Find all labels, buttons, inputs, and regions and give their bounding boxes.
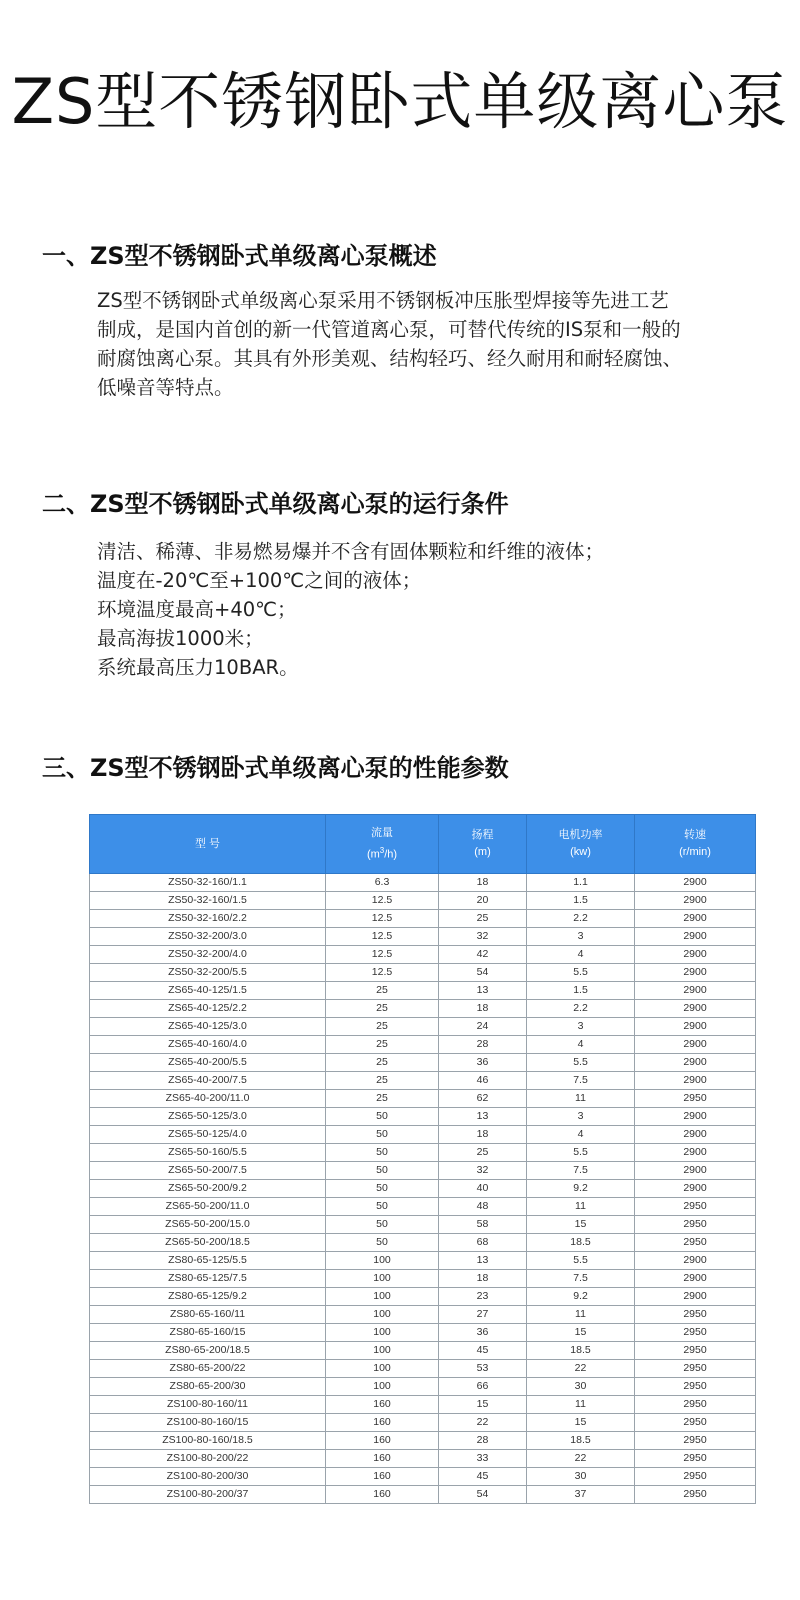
cell-head: 54 xyxy=(439,1486,527,1504)
header-head-label: 扬程 xyxy=(471,829,494,841)
performance-table xyxy=(89,814,756,1504)
conditions-paragraph xyxy=(97,537,757,682)
cell-power: 30 xyxy=(527,1468,635,1486)
cell-speed: 2950 xyxy=(635,1360,756,1378)
cell-model: ZS65-50-200/11.0 xyxy=(90,1198,326,1216)
cell-speed: 2900 xyxy=(635,928,756,946)
cell-speed: 2900 xyxy=(635,910,756,928)
table-row xyxy=(90,1414,756,1432)
cell-head: 45 xyxy=(439,1468,527,1486)
cell-head: 13 xyxy=(439,982,527,1000)
table-row xyxy=(90,1216,756,1234)
table-row xyxy=(90,946,756,964)
cell-power: 3 xyxy=(527,1108,635,1126)
cell-model: ZS100-80-200/37 xyxy=(90,1486,326,1504)
cell-speed: 2950 xyxy=(635,1468,756,1486)
cell-power: 9.2 xyxy=(527,1288,635,1306)
cell-power: 4 xyxy=(527,946,635,964)
cell-speed: 2950 xyxy=(635,1198,756,1216)
cell-flow: 6.3 xyxy=(326,874,439,892)
cell-speed: 2950 xyxy=(635,1378,756,1396)
cell-model: ZS65-50-200/7.5 xyxy=(90,1162,326,1180)
cell-flow: 50 xyxy=(326,1108,439,1126)
cell-speed: 2950 xyxy=(635,1396,756,1414)
table-row xyxy=(90,1306,756,1324)
cell-head: 18 xyxy=(439,874,527,892)
table-row xyxy=(90,874,756,892)
cell-head: 15 xyxy=(439,1396,527,1414)
cell-flow: 25 xyxy=(326,1000,439,1018)
table-row xyxy=(90,1054,756,1072)
header-head xyxy=(439,815,527,874)
header-flow-unit: $(m^3/h)$ xyxy=(366,845,398,861)
cell-head: 40 xyxy=(439,1180,527,1198)
cell-head: 23 xyxy=(439,1288,527,1306)
condition-line: 温度在-20℃至+100℃之间的液体； xyxy=(97,569,422,592)
cell-model: ZS80-65-125/5.5 xyxy=(90,1252,326,1270)
cell-flow: 50 xyxy=(326,1216,439,1234)
cell-model: ZS100-80-160/18.5 xyxy=(90,1432,326,1450)
cell-head: 18 xyxy=(439,1270,527,1288)
cell-flow: 25 xyxy=(326,1072,439,1090)
cell-flow: 100 xyxy=(326,1324,439,1342)
cell-model: ZS80-65-200/22 xyxy=(90,1360,326,1378)
cell-flow: 160 xyxy=(326,1450,439,1468)
cell-model: ZS65-50-200/9.2 xyxy=(90,1180,326,1198)
cell-flow: 160 xyxy=(326,1396,439,1414)
table-row xyxy=(90,1360,756,1378)
table-row xyxy=(90,1234,756,1252)
cell-model: ZS80-65-200/18.5 xyxy=(90,1342,326,1360)
cell-speed: 2900 xyxy=(635,1252,756,1270)
table-row xyxy=(90,1108,756,1126)
cell-power: 11 xyxy=(527,1396,635,1414)
cell-power: 2.2 xyxy=(527,1000,635,1018)
cell-model: ZS80-65-200/30 xyxy=(90,1378,326,1396)
cell-power: 4 xyxy=(527,1036,635,1054)
table-row xyxy=(90,1432,756,1450)
cell-speed: 2900 xyxy=(635,1108,756,1126)
header-power-label: 电机功率 xyxy=(558,829,603,841)
cell-head: 62 xyxy=(439,1090,527,1108)
cell-power: 4 xyxy=(527,1126,635,1144)
cell-speed: 2950 xyxy=(635,1414,756,1432)
condition-line: 环境温度最高+40℃； xyxy=(97,598,297,621)
cell-model: ZS65-50-125/3.0 xyxy=(90,1108,326,1126)
cell-head: 18 xyxy=(439,1000,527,1018)
cell-flow: 160 xyxy=(326,1414,439,1432)
cell-power: 11 xyxy=(527,1306,635,1324)
cell-flow: 160 xyxy=(326,1468,439,1486)
cell-speed: 2950 xyxy=(635,1234,756,1252)
cell-speed: 2900 xyxy=(635,1000,756,1018)
table-row xyxy=(90,910,756,928)
cell-model: ZS65-50-125/4.0 xyxy=(90,1126,326,1144)
cell-head: 32 xyxy=(439,928,527,946)
cell-flow: 25 xyxy=(326,1036,439,1054)
cell-flow: 100 xyxy=(326,1378,439,1396)
cell-head: 13 xyxy=(439,1108,527,1126)
table-row xyxy=(90,1090,756,1108)
cell-flow: 160 xyxy=(326,1432,439,1450)
cell-speed: 2950 xyxy=(635,1342,756,1360)
cell-head: 13 xyxy=(439,1252,527,1270)
cell-power: 15 xyxy=(527,1414,635,1432)
table-row xyxy=(90,1468,756,1486)
cell-speed: 2900 xyxy=(635,1126,756,1144)
condition-line: 系统最高压力10BAR。 xyxy=(97,656,299,679)
header-flow xyxy=(326,815,439,874)
table-row xyxy=(90,1162,756,1180)
cell-power: 11 xyxy=(527,1198,635,1216)
table-row xyxy=(90,1450,756,1468)
cell-head: 28 xyxy=(439,1432,527,1450)
cell-model: ZS65-40-200/5.5 xyxy=(90,1054,326,1072)
cell-flow: 12.5 xyxy=(326,946,439,964)
cell-flow: 25 xyxy=(326,1018,439,1036)
cell-speed: 2950 xyxy=(635,1450,756,1468)
cell-head: 42 xyxy=(439,946,527,964)
cell-model: ZS80-65-160/11 xyxy=(90,1306,326,1324)
cell-flow: 12.5 xyxy=(326,892,439,910)
cell-head: 53 xyxy=(439,1360,527,1378)
table-row xyxy=(90,964,756,982)
cell-model: ZS80-65-160/15 xyxy=(90,1324,326,1342)
cell-power: 5.5 xyxy=(527,1144,635,1162)
table-body xyxy=(90,874,756,1504)
cell-flow: 12.5 xyxy=(326,910,439,928)
header-speed xyxy=(635,815,756,874)
cell-power: 2.2 xyxy=(527,910,635,928)
cell-head: 54 xyxy=(439,964,527,982)
cell-flow: 25 xyxy=(326,982,439,1000)
cell-head: 27 xyxy=(439,1306,527,1324)
cell-speed: 2900 xyxy=(635,964,756,982)
cell-power: 7.5 xyxy=(527,1162,635,1180)
cell-power: 1.5 xyxy=(527,982,635,1000)
header-power xyxy=(527,815,635,874)
cell-model: ZS65-50-200/15.0 xyxy=(90,1216,326,1234)
cell-head: 20 xyxy=(439,892,527,910)
cell-head: 22 xyxy=(439,1414,527,1432)
cell-head: 33 xyxy=(439,1450,527,1468)
table-row xyxy=(90,1486,756,1504)
cell-head: 45 xyxy=(439,1342,527,1360)
cell-power: 37 xyxy=(527,1486,635,1504)
table-row xyxy=(90,928,756,946)
cell-speed: 2950 xyxy=(635,1486,756,1504)
table-row xyxy=(90,1126,756,1144)
cell-model: ZS80-65-125/9.2 xyxy=(90,1288,326,1306)
table-row xyxy=(90,1324,756,1342)
table-row xyxy=(90,1036,756,1054)
cell-flow: 50 xyxy=(326,1162,439,1180)
cell-power: 18.5 xyxy=(527,1234,635,1252)
cell-flow: 100 xyxy=(326,1306,439,1324)
cell-power: 15 xyxy=(527,1216,635,1234)
cell-model: ZS50-32-200/5.5 xyxy=(90,964,326,982)
cell-model: ZS80-65-125/7.5 xyxy=(90,1270,326,1288)
cell-head: 68 xyxy=(439,1234,527,1252)
cell-flow: 50 xyxy=(326,1198,439,1216)
cell-model: ZS65-40-125/1.5 xyxy=(90,982,326,1000)
cell-model: ZS100-80-200/30 xyxy=(90,1468,326,1486)
header-speed-unit: (r/min) xyxy=(679,846,711,858)
cell-speed: 2900 xyxy=(635,1288,756,1306)
overview-paragraph xyxy=(97,286,757,402)
cell-speed: 2900 xyxy=(635,874,756,892)
cell-speed: 2900 xyxy=(635,892,756,910)
cell-head: 46 xyxy=(439,1072,527,1090)
table-row xyxy=(90,1378,756,1396)
cell-speed: 2900 xyxy=(635,1018,756,1036)
table-row xyxy=(90,1396,756,1414)
header-power-unit: (kw) xyxy=(570,846,591,858)
header-speed-label: 转速 xyxy=(684,829,706,841)
cell-model: ZS50-32-200/4.0 xyxy=(90,946,326,964)
cell-power: 3 xyxy=(527,1018,635,1036)
cell-speed: 2900 xyxy=(635,1270,756,1288)
table-row xyxy=(90,982,756,1000)
cell-power: 5.5 xyxy=(527,1252,635,1270)
table-header-row xyxy=(90,815,756,874)
overview-line: ZS型不锈钢卧式单级离心泵采用不锈钢板冲压胀型焊接等先进工艺 xyxy=(97,289,669,312)
cell-speed: 2900 xyxy=(635,946,756,964)
section-heading-performance: 三、ZS型不锈钢卧式单级离心泵的性能参数 xyxy=(42,754,509,782)
cell-flow: 12.5 xyxy=(326,928,439,946)
table-row xyxy=(90,1198,756,1216)
cell-model: ZS50-32-160/1.5 xyxy=(90,892,326,910)
header-flow-label: 流量 xyxy=(371,826,393,839)
cell-speed: 2950 xyxy=(635,1324,756,1342)
cell-power: 7.5 xyxy=(527,1072,635,1090)
cell-head: 18 xyxy=(439,1126,527,1144)
cell-head: 36 xyxy=(439,1324,527,1342)
cell-model: ZS65-40-200/7.5 xyxy=(90,1072,326,1090)
cell-head: 48 xyxy=(439,1198,527,1216)
cell-power: 11 xyxy=(527,1090,635,1108)
table-row xyxy=(90,1018,756,1036)
cell-power: 18.5 xyxy=(527,1432,635,1450)
table-row xyxy=(90,1144,756,1162)
cell-model: ZS65-40-125/3.0 xyxy=(90,1018,326,1036)
cell-model: ZS65-40-125/2.2 xyxy=(90,1000,326,1018)
header-model-label: 型 号 xyxy=(194,837,221,850)
overview-line: 耐腐蚀离心泵。其具有外形美观、结构轻巧、经久耐用和耐轻腐蚀、 xyxy=(97,347,683,370)
cell-head: 25 xyxy=(439,910,527,928)
cell-head: 32 xyxy=(439,1162,527,1180)
cell-head: 58 xyxy=(439,1216,527,1234)
cell-speed: 2900 xyxy=(635,1144,756,1162)
cell-head: 36 xyxy=(439,1054,527,1072)
cell-speed: 2900 xyxy=(635,1036,756,1054)
cell-flow: 100 xyxy=(326,1288,439,1306)
cell-speed: 2900 xyxy=(635,982,756,1000)
page-title: ZS型不锈钢卧式单级离心泵 xyxy=(11,65,789,138)
cell-power: 7.5 xyxy=(527,1270,635,1288)
section-heading-conditions: 二、ZS型不锈钢卧式单级离心泵的运行条件 xyxy=(42,490,509,518)
cell-flow: 50 xyxy=(326,1126,439,1144)
cell-speed: 2950 xyxy=(635,1432,756,1450)
cell-flow: 100 xyxy=(326,1252,439,1270)
cell-speed: 2950 xyxy=(635,1090,756,1108)
cell-flow: 160 xyxy=(326,1486,439,1504)
cell-flow: 50 xyxy=(326,1144,439,1162)
cell-head: 24 xyxy=(439,1018,527,1036)
table-row xyxy=(90,1072,756,1090)
cell-speed: 2900 xyxy=(635,1180,756,1198)
cell-model: ZS100-80-160/15 xyxy=(90,1414,326,1432)
cell-model: ZS100-80-200/22 xyxy=(90,1450,326,1468)
cell-model: ZS65-50-200/18.5 xyxy=(90,1234,326,1252)
header-model xyxy=(90,815,326,874)
section-heading-overview: 一、ZS型不锈钢卧式单级离心泵概述 xyxy=(42,242,437,270)
cell-model: ZS50-32-200/3.0 xyxy=(90,928,326,946)
cell-power: 3 xyxy=(527,928,635,946)
cell-flow: 25 xyxy=(326,1054,439,1072)
header-head-unit: (m) xyxy=(474,846,491,858)
table-row xyxy=(90,1288,756,1306)
table-row xyxy=(90,1342,756,1360)
cell-power: 18.5 xyxy=(527,1342,635,1360)
cell-model: ZS100-80-160/11 xyxy=(90,1396,326,1414)
cell-model: ZS65-40-200/11.0 xyxy=(90,1090,326,1108)
cell-power: 1.1 xyxy=(527,874,635,892)
cell-head: 66 xyxy=(439,1378,527,1396)
overview-line: 制成，是国内首创的新一代管道离心泵，可替代传统的IS泵和一般的 xyxy=(97,318,681,341)
overview-line: 低噪音等特点。 xyxy=(97,376,234,399)
table-row xyxy=(90,1000,756,1018)
cell-speed: 2900 xyxy=(635,1072,756,1090)
cell-model: ZS50-32-160/1.1 xyxy=(90,874,326,892)
cell-flow: 50 xyxy=(326,1180,439,1198)
cell-head: 28 xyxy=(439,1036,527,1054)
cell-model: ZS65-40-160/4.0 xyxy=(90,1036,326,1054)
table-row xyxy=(90,892,756,910)
cell-power: 5.5 xyxy=(527,964,635,982)
table-row xyxy=(90,1270,756,1288)
table-row xyxy=(90,1180,756,1198)
cell-power: 9.2 xyxy=(527,1180,635,1198)
cell-model: ZS50-32-160/2.2 xyxy=(90,910,326,928)
cell-head: 25 xyxy=(439,1144,527,1162)
condition-line: 最高海拔1000米； xyxy=(97,627,264,650)
cell-power: 5.5 xyxy=(527,1054,635,1072)
cell-flow: 100 xyxy=(326,1342,439,1360)
cell-speed: 2950 xyxy=(635,1306,756,1324)
cell-power: 30 xyxy=(527,1378,635,1396)
cell-speed: 2900 xyxy=(635,1162,756,1180)
cell-flow: 25 xyxy=(326,1090,439,1108)
cell-flow: 50 xyxy=(326,1234,439,1252)
cell-speed: 2900 xyxy=(635,1054,756,1072)
cell-flow: 12.5 xyxy=(326,964,439,982)
cell-model: ZS65-50-160/5.5 xyxy=(90,1144,326,1162)
cell-flow: 100 xyxy=(326,1270,439,1288)
cell-speed: 2950 xyxy=(635,1216,756,1234)
cell-power: 1.5 xyxy=(527,892,635,910)
condition-line: 清洁、稀薄、非易燃易爆并不含有固体颗粒和纤维的液体； xyxy=(97,540,605,563)
table-row xyxy=(90,1252,756,1270)
cell-power: 22 xyxy=(527,1450,635,1468)
cell-flow: 100 xyxy=(326,1360,439,1378)
cell-power: 15 xyxy=(527,1324,635,1342)
cell-power: 22 xyxy=(527,1360,635,1378)
